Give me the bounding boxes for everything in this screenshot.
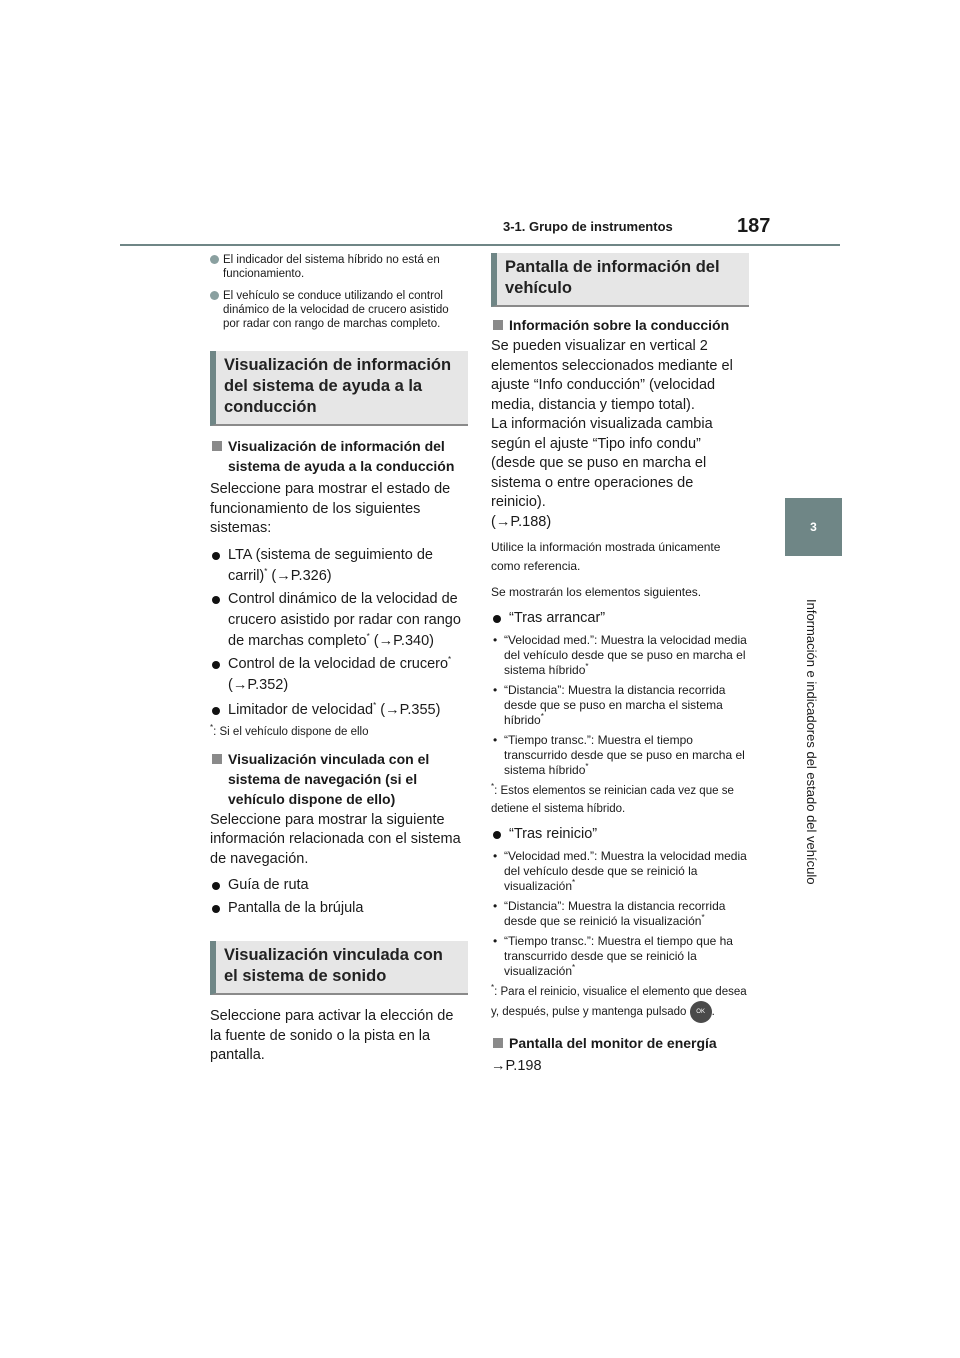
list-item: • “Velocidad med.”: Muestra la velocidad media del vehículo desde que se reinició la visualización*	[493, 849, 747, 893]
bullet-dot-icon	[212, 661, 220, 669]
right-column	[491, 253, 749, 1077]
page-reference: (→P.340)	[373, 632, 434, 649]
section-heading-audio: Visualización vinculada con el sistema de sonido	[210, 941, 468, 995]
note-item: El vehículo se conduce utilizando el control dinámico de la velocidad de crucero asistido por radar con rango de marchas completo.	[210, 289, 468, 331]
paragraph: Seleccione para mostrar el estado de funcionamiento de los siguientes sistemas:	[210, 481, 451, 536]
page-reference: (→P.355)	[380, 701, 441, 718]
bullet-dot-icon	[210, 291, 219, 300]
paragraph: La información visualizada cambia según el ajuste “Tipo info condu” (desde que se puso en marcha el sistema o entre operaciones de reinicio). (→P.188)	[491, 416, 713, 530]
left-column	[210, 253, 468, 1066]
paragraph: Se pueden visualizar en vertical 2 elementos seleccionados mediante el ajuste “Info conducción” (velocidad media, distancia y tiempo total).	[491, 338, 733, 413]
section-heading-driver-assist: Visualización de información del sistema de ayuda a la conducción	[210, 351, 468, 426]
section-heading-vehicle-info: Pantalla de información del vehículo	[491, 253, 749, 307]
bullet-dot-icon	[212, 596, 220, 604]
note-item: El indicador del sistema híbrido no está en funcionamiento.	[210, 253, 468, 281]
subheading-driver-assist: Visualización de información del sistema de ayuda a la conducción	[210, 436, 468, 476]
page-number: 187	[737, 215, 771, 237]
paragraph: Seleccione para activar la elección de la fuente de sonido o la pista en la pantalla.	[210, 1008, 454, 1063]
footnote: *: Estos elementos se reinician cada vez que se detiene el sistema híbrido.	[491, 782, 734, 815]
bullet-dot-icon	[212, 905, 220, 913]
section-title: 3-1. Grupo de instrumentos	[503, 219, 673, 234]
bullet-dot-icon	[493, 615, 501, 623]
page-reference: (→P.188)	[491, 513, 552, 530]
footnote: *: Para el reinicio, visualice el elemento que desea y, después, pulse y mantenga pulsado OK .	[491, 983, 749, 1023]
page-reference: →P.198	[491, 1058, 542, 1074]
list-item: • “Velocidad med.”: Muestra la velocidad media del vehículo desde que se puso en marcha el sistema híbrido*	[493, 633, 747, 677]
footnote: *: Si el vehículo dispone de ello	[210, 722, 369, 738]
chapter-tab: 3	[785, 498, 842, 556]
list-item: • “Distancia”: Muestra la distancia recorrida desde que se puso en marcha el sistema híbrido*	[493, 683, 726, 727]
square-bullet-icon	[212, 441, 222, 451]
list-item: • “Tiempo transc.”: Muestra el tiempo que ha transcurrido desde que se reinició la visualización*	[493, 934, 733, 978]
bullet-dot-icon	[493, 831, 501, 839]
bullet-after-start: “Tras arrancar”	[491, 608, 749, 629]
bullet-dot-icon	[210, 255, 219, 264]
bullet-dot-icon	[212, 882, 220, 890]
subheading-driving-info: Información sobre la conducción	[491, 315, 749, 335]
square-bullet-icon	[493, 1038, 503, 1048]
square-bullet-icon	[493, 320, 503, 330]
chapter-side-title: Información e indicadores del estado del vehículo	[804, 599, 819, 885]
list-item: • “Distancia”: Muestra la distancia recorrida desde que se reinició la visualización*	[493, 899, 726, 928]
bullet-after-reset: “Tras reinicio”	[491, 824, 749, 845]
bullet-dot-icon	[212, 707, 220, 715]
subheading-energy-monitor: Pantalla del monitor de energía	[491, 1033, 749, 1053]
subheading-navigation: Visualización vinculada con el sistema de navegación (si el vehículo dispone de ello)	[210, 749, 468, 809]
square-bullet-icon	[212, 754, 222, 764]
bullet-cruise-control: Control de la velocidad de crucero* (→P.352)	[210, 654, 468, 696]
bullet-speed-limiter: Limitador de velocidad* (→P.355)	[210, 700, 468, 721]
ok-button-icon: OK	[690, 1001, 712, 1023]
bullet-lta: LTA (sistema de seguimiento de carril)* (→P.326)	[210, 545, 468, 587]
page-reference: (→P.326)	[271, 567, 332, 584]
paragraph: Seleccione para mostrar la siguiente información relacionada con el sistema de navegación.	[210, 811, 461, 867]
list-item: • “Tiempo transc.”: Muestra el tiempo transcurrido desde que se puso en marcha el sistema híbrido*	[493, 733, 745, 777]
bullet-compass: Pantalla de la brújula	[210, 898, 468, 919]
page-reference: (→P.352)	[228, 676, 289, 693]
header-rule	[120, 244, 840, 246]
bullet-dot-icon	[212, 552, 220, 560]
bullet-route-guidance: Guía de ruta	[210, 875, 468, 896]
bullet-acc-full-range: Control dinámico de la velocidad de crucero asistido por radar con rango de marchas completo* (→P.340)	[210, 589, 468, 652]
note-text: Se mostrarán los elementos siguientes.	[491, 585, 702, 599]
note-text: Utilice la información mostrada únicamente como referencia.	[491, 540, 721, 573]
